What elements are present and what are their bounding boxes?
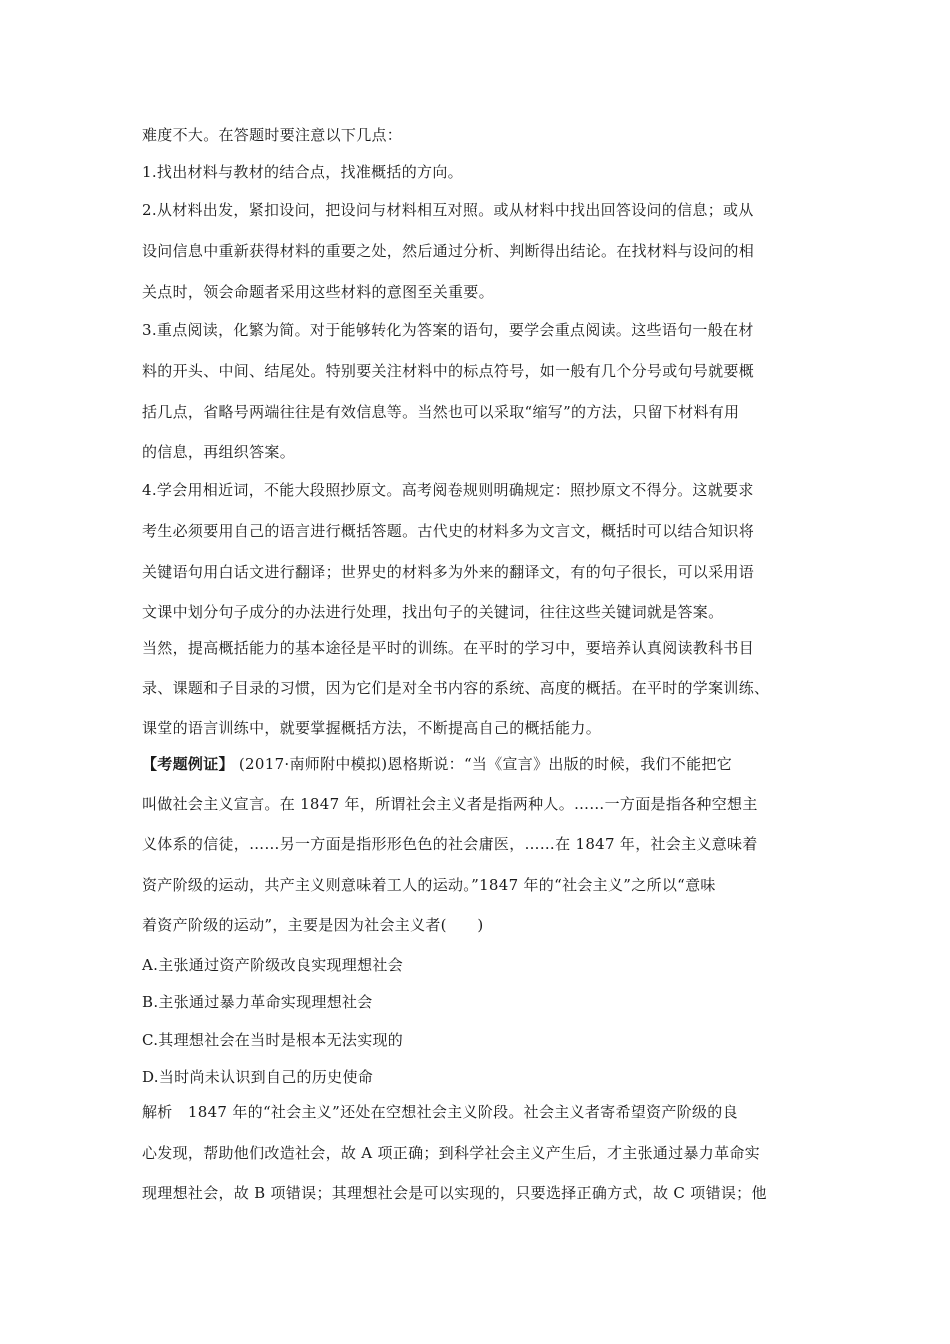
example-question-line: 着资产阶级的运动”，主要是因为社会主义者( )	[142, 916, 484, 934]
option-d: D.当时尚未认识到自己的历史使命	[142, 1068, 374, 1086]
point-3-line: 3.重点阅读，化繁为简。对于能够转化为答案的语句，要学会重点阅读。这些语句一般在材	[142, 321, 754, 339]
option-c: C.其理想社会在当时是根本无法实现的	[142, 1031, 404, 1049]
analysis-line: 心发现，帮助他们改造社会，故 A 项正确；到科学社会主义产生后，才主张通过暴力革命实	[142, 1144, 760, 1162]
example-label: 【考题例证】	[142, 755, 234, 773]
body-text-line: 难度不大。在答题时要注意以下几点：	[142, 126, 403, 144]
point-2-line: 设问信息中重新获得材料的重要之处，然后通过分析、判断得出结论。在找材料与设问的相	[142, 242, 755, 260]
point-4-line: 考生必须要用自己的语言进行概括答题。古代史的材料多为文言文，概括时可以结合知识将	[142, 522, 755, 540]
point-4-line: 文课中划分句子成分的办法进行处理，找出句子的关键词，往往这些关键词就是答案。	[142, 603, 724, 621]
point-2-line: 关点时，领会命题者采用这些材料的意图至关重要。	[142, 283, 494, 301]
point-3-line: 的信息，再组织答案。	[142, 443, 296, 461]
point-3-line: 括几点，省略号两端往往是有效信息等。当然也可以采取“缩写”的方法，只留下材料有用	[142, 403, 740, 421]
example-question-line	[142, 754, 732, 774]
option-a: A.主张通过资产阶级改良实现理想社会	[142, 956, 404, 974]
example-question-line: 叫做社会主义宣言。在 1847 年，所谓社会主义者是指两种人。……一方面是指各种空想主	[142, 795, 758, 813]
summary-line: 课堂的语言训练中，就要掌握概括方法，不断提高自己的概括能力。	[142, 719, 602, 737]
option-b: B.主张通过暴力革命实现理想社会	[142, 993, 373, 1011]
analysis-line: 解析 1847 年的“社会主义”还处在空想社会主义阶段。社会主义者寄希望资产阶级的良	[142, 1103, 738, 1121]
summary-line: 录、课题和子目录的习惯，因为它们是对全书内容的系统、高度的概括。在平时的学案训练、	[142, 679, 770, 697]
example-question-line: 资产阶级的运动，共产主义则意味着工人的运动。”1847 年的“社会主义”之所以“意味	[142, 876, 716, 894]
point-4-line: 关键语句用白话文进行翻译；世界史的材料多为外来的翻译文，有的句子很长，可以采用语	[142, 563, 755, 581]
analysis-line: 现理想社会，故 B 项错误；其理想社会是可以实现的，只要选择正确方式，故 C 项错误；他	[142, 1184, 767, 1202]
point-2-line: 2.从材料出发，紧扣设问，把设问与材料相互对照。或从材料中找出回答设问的信息；或从	[142, 201, 754, 219]
point-1-line: 1.找出材料与教材的结合点，找准概括的方向。	[142, 163, 463, 181]
example-question-line: 义体系的信徒，……另一方面是指形形色色的社会庸医，……在 1847 年，社会主义意味着	[142, 835, 758, 853]
summary-line: 当然，提高概括能力的基本途径是平时的训练。在平时的学习中，要培养认真阅读教科书目	[142, 639, 755, 657]
point-3-line: 料的开头、中间、结尾处。特别要关注材料中的标点符号，如一般有几个分号或句号就要概	[142, 362, 755, 380]
point-4-line: 4.学会用相近词，不能大段照抄原文。高考阅卷规则明确规定：照抄原文不得分。这就要求	[142, 481, 754, 499]
example-first-line-text: (2017·南师附中模拟)恩格斯说：“当《宣言》出版的时候，我们不能把它	[238, 755, 733, 773]
